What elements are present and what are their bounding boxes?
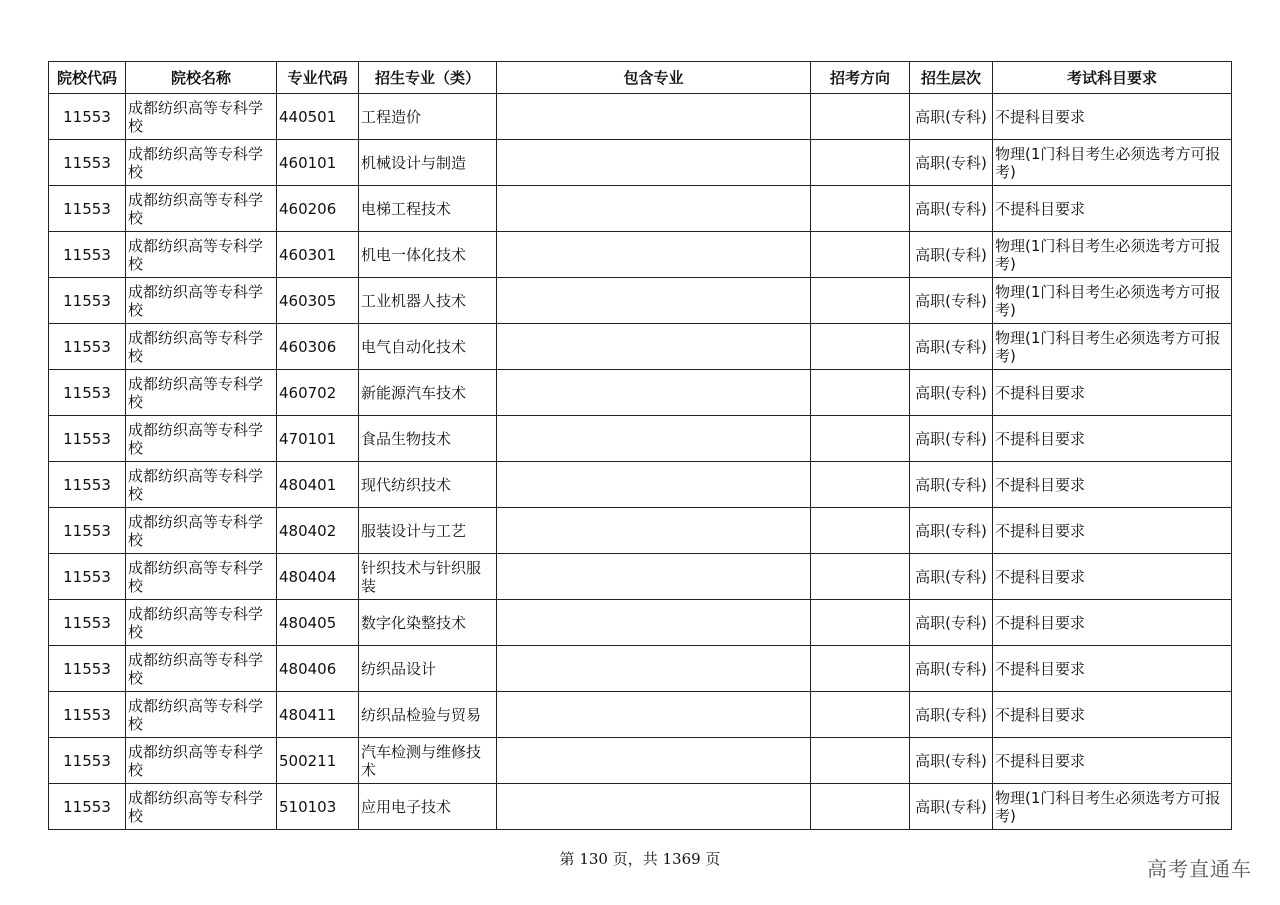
cell-school-name: 成都纺织高等专科学校 (126, 692, 277, 738)
table-row (49, 692, 1232, 738)
cell-program: 纺织品检验与贸易 (359, 692, 497, 738)
cell-included-majors (497, 508, 811, 554)
cell-major-code: 460306 (277, 324, 359, 370)
cell-program: 电梯工程技术 (359, 186, 497, 232)
cell-subject-requirement: 不提科目要求 (993, 416, 1232, 462)
cell-included-majors (497, 462, 811, 508)
cell-included-majors (497, 646, 811, 692)
cell-school-name: 成都纺织高等专科学校 (126, 370, 277, 416)
cell-direction (811, 186, 910, 232)
cell-level: 高职(专科) (910, 278, 993, 324)
cell-major-code: 480401 (277, 462, 359, 508)
enrollment-table (48, 61, 1232, 830)
cell-major-code: 480402 (277, 508, 359, 554)
cell-direction (811, 600, 910, 646)
cell-school-code: 11553 (49, 600, 126, 646)
cell-school-code: 11553 (49, 94, 126, 140)
cell-major-code: 480406 (277, 646, 359, 692)
header-program: 招生专业（类） (359, 62, 497, 94)
cell-included-majors (497, 416, 811, 462)
cell-included-majors (497, 370, 811, 416)
cell-program: 新能源汽车技术 (359, 370, 497, 416)
cell-direction (811, 692, 910, 738)
table-row (49, 324, 1232, 370)
cell-direction (811, 416, 910, 462)
cell-subject-requirement: 物理(1门科目考生必须选考方可报考) (993, 784, 1232, 830)
cell-level: 高职(专科) (910, 94, 993, 140)
cell-school-code: 11553 (49, 692, 126, 738)
page-footer: 第 130 页，共 1369 页 (559, 850, 721, 868)
cell-school-name: 成都纺织高等专科学校 (126, 600, 277, 646)
cell-school-name: 成都纺织高等专科学校 (126, 140, 277, 186)
cell-major-code: 510103 (277, 784, 359, 830)
cell-level: 高职(专科) (910, 738, 993, 784)
cell-school-code: 11553 (49, 554, 126, 600)
cell-included-majors (497, 94, 811, 140)
cell-direction (811, 324, 910, 370)
cell-level: 高职(专科) (910, 140, 993, 186)
table-row (49, 186, 1232, 232)
cell-subject-requirement: 不提科目要求 (993, 94, 1232, 140)
cell-major-code: 470101 (277, 416, 359, 462)
table-row (49, 94, 1232, 140)
table-row (49, 370, 1232, 416)
watermark-logo: 高考直通车 (1147, 857, 1252, 881)
cell-subject-requirement: 不提科目要求 (993, 370, 1232, 416)
table-row (49, 554, 1232, 600)
cell-direction (811, 278, 910, 324)
cell-major-code: 460301 (277, 232, 359, 278)
cell-included-majors (497, 186, 811, 232)
cell-major-code: 480404 (277, 554, 359, 600)
cell-program: 工业机器人技术 (359, 278, 497, 324)
cell-level: 高职(专科) (910, 784, 993, 830)
cell-direction (811, 784, 910, 830)
cell-school-name: 成都纺织高等专科学校 (126, 646, 277, 692)
cell-school-code: 11553 (49, 646, 126, 692)
header-major-code: 专业代码 (277, 62, 359, 94)
cell-included-majors (497, 692, 811, 738)
cell-direction (811, 508, 910, 554)
cell-direction (811, 370, 910, 416)
table-row (49, 508, 1232, 554)
cell-program: 电气自动化技术 (359, 324, 497, 370)
cell-school-name: 成都纺织高等专科学校 (126, 416, 277, 462)
cell-level: 高职(专科) (910, 646, 993, 692)
cell-direction (811, 94, 910, 140)
cell-school-code: 11553 (49, 784, 126, 830)
cell-program: 针织技术与针织服装 (359, 554, 497, 600)
table-row (49, 140, 1232, 186)
cell-school-name: 成都纺织高等专科学校 (126, 324, 277, 370)
cell-school-code: 11553 (49, 278, 126, 324)
cell-school-name: 成都纺织高等专科学校 (126, 738, 277, 784)
cell-school-code: 11553 (49, 324, 126, 370)
cell-major-code: 460206 (277, 186, 359, 232)
cell-program: 现代纺织技术 (359, 462, 497, 508)
header-direction: 招考方向 (811, 62, 910, 94)
cell-school-name: 成都纺织高等专科学校 (126, 784, 277, 830)
cell-subject-requirement: 不提科目要求 (993, 554, 1232, 600)
cell-level: 高职(专科) (910, 600, 993, 646)
cell-major-code: 460305 (277, 278, 359, 324)
cell-program: 汽车检测与维修技术 (359, 738, 497, 784)
cell-subject-requirement: 不提科目要求 (993, 508, 1232, 554)
cell-included-majors (497, 140, 811, 186)
cell-direction (811, 554, 910, 600)
cell-level: 高职(专科) (910, 554, 993, 600)
cell-school-name: 成都纺织高等专科学校 (126, 508, 277, 554)
cell-subject-requirement: 物理(1门科目考生必须选考方可报考) (993, 140, 1232, 186)
table-row (49, 232, 1232, 278)
cell-school-code: 11553 (49, 508, 126, 554)
cell-school-code: 11553 (49, 370, 126, 416)
cell-included-majors (497, 784, 811, 830)
cell-school-code: 11553 (49, 140, 126, 186)
cell-school-name: 成都纺织高等专科学校 (126, 232, 277, 278)
cell-subject-requirement: 物理(1门科目考生必须选考方可报考) (993, 232, 1232, 278)
cell-major-code: 480405 (277, 600, 359, 646)
cell-program: 纺织品设计 (359, 646, 497, 692)
cell-direction (811, 140, 910, 186)
header-level: 招生层次 (910, 62, 993, 94)
table-row (49, 784, 1232, 830)
cell-program: 数字化染整技术 (359, 600, 497, 646)
cell-included-majors (497, 324, 811, 370)
table-row (49, 646, 1232, 692)
cell-school-name: 成都纺织高等专科学校 (126, 462, 277, 508)
header-row (49, 62, 1232, 94)
cell-level: 高职(专科) (910, 416, 993, 462)
cell-school-code: 11553 (49, 416, 126, 462)
cell-school-code: 11553 (49, 232, 126, 278)
cell-level: 高职(专科) (910, 370, 993, 416)
cell-subject-requirement: 物理(1门科目考生必须选考方可报考) (993, 278, 1232, 324)
cell-school-code: 11553 (49, 186, 126, 232)
header-included-majors: 包含专业 (497, 62, 811, 94)
table-body (49, 94, 1232, 830)
table-row (49, 738, 1232, 784)
cell-level: 高职(专科) (910, 232, 993, 278)
cell-school-code: 11553 (49, 462, 126, 508)
cell-level: 高职(专科) (910, 462, 993, 508)
cell-subject-requirement: 不提科目要求 (993, 600, 1232, 646)
cell-direction (811, 646, 910, 692)
cell-major-code: 460101 (277, 140, 359, 186)
cell-subject-requirement: 不提科目要求 (993, 186, 1232, 232)
cell-school-name: 成都纺织高等专科学校 (126, 186, 277, 232)
header-subject-requirement: 考试科目要求 (993, 62, 1232, 94)
cell-school-name: 成都纺织高等专科学校 (126, 554, 277, 600)
header-school-code: 院校代码 (49, 62, 126, 94)
cell-program: 食品生物技术 (359, 416, 497, 462)
cell-major-code: 440501 (277, 94, 359, 140)
table-row (49, 416, 1232, 462)
cell-program: 机械设计与制造 (359, 140, 497, 186)
cell-direction (811, 738, 910, 784)
cell-level: 高职(专科) (910, 186, 993, 232)
cell-major-code: 460702 (277, 370, 359, 416)
cell-major-code: 500211 (277, 738, 359, 784)
cell-direction (811, 232, 910, 278)
cell-program: 工程造价 (359, 94, 497, 140)
cell-school-name: 成都纺织高等专科学校 (126, 278, 277, 324)
cell-program: 机电一体化技术 (359, 232, 497, 278)
cell-level: 高职(专科) (910, 692, 993, 738)
cell-program: 服装设计与工艺 (359, 508, 497, 554)
cell-subject-requirement: 物理(1门科目考生必须选考方可报考) (993, 324, 1232, 370)
cell-major-code: 480411 (277, 692, 359, 738)
cell-school-code: 11553 (49, 738, 126, 784)
cell-included-majors (497, 232, 811, 278)
table-row (49, 600, 1232, 646)
cell-subject-requirement: 不提科目要求 (993, 692, 1232, 738)
cell-subject-requirement: 不提科目要求 (993, 646, 1232, 692)
cell-subject-requirement: 不提科目要求 (993, 738, 1232, 784)
table-row (49, 462, 1232, 508)
cell-subject-requirement: 不提科目要求 (993, 462, 1232, 508)
cell-direction (811, 462, 910, 508)
cell-included-majors (497, 738, 811, 784)
table-row (49, 278, 1232, 324)
cell-school-name: 成都纺织高等专科学校 (126, 94, 277, 140)
cell-included-majors (497, 278, 811, 324)
header-school-name: 院校名称 (126, 62, 277, 94)
cell-included-majors (497, 600, 811, 646)
cell-level: 高职(专科) (910, 324, 993, 370)
cell-level: 高职(专科) (910, 508, 993, 554)
cell-program: 应用电子技术 (359, 784, 497, 830)
cell-included-majors (497, 554, 811, 600)
